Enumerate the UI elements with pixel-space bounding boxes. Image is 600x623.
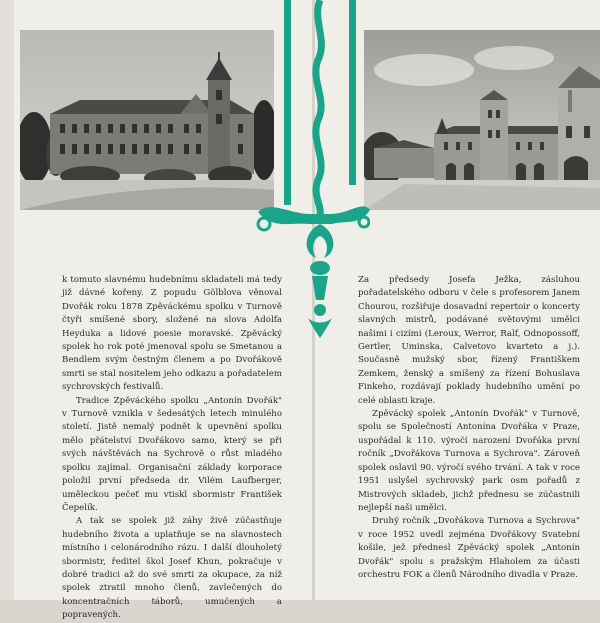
paragraph: Tradice Zpěváckého spolku „Antonín Dvořák" v Turnově vznikla v šedesátých letech minulého století. Jistě nemalý podnět k upevnění spolku mělo přátelství Dvořákovo samo, který se při svých návštěvách na Sychrově o růst mladého spolku zajímal. Organisační základy korporace položil první předseda dr. Vilém Laufberger, uměleckou pečeť mu vtiskl sbormistr František Čepelík. (62, 395, 282, 513)
paragraph: Za předsedy Josefa Ježka, zásluhou pořadatelského odboru v čele s profesorem Janem Chourou, rozšiřuje dosavadní repertoir o koncerty slavných mistrů, podávané světovými umělci našimi i cizími (Leroux, Werror, Ralf, Odnopossoff, Gertler, Uminska, Calvetovo kvarteto a j.). Současně mužský sbor, řízený Františkem Zemkem, ženský a smíšený za řízení Bohuslava Finkeho, rozdávají poklady hudebního umění po celé oblasti kraje. (358, 275, 580, 406)
paragraph: Druhý ročník „Dvořákova Turnova a Sychrova" v roce 1952 uvedl zejména Dvořákovy Svatební košile, jež přednesl Zpěvácký spolek „Antonín Dvořák" spolu s pražským Hlaholem za účasti orchestru FOK a členů Národního divadla v Praze. (358, 516, 580, 580)
castle-photo (20, 30, 274, 210)
left-text-column (62, 274, 282, 623)
courtyard-photo (364, 30, 600, 210)
paragraph: k tomuto slavnému hudebnímu skladateli má tedy již dávné kořeny. Z popudu Gölblova věnoval Dvořák roku 1878 Zpěváckému spolku v Turnově čtyři smíšené sbory, složené na slova Adolfa Heyduka a lidové poesie moravské. Zpěvácký spolek ho rok poté jmenoval spolu se Smetanou a Bendlem svým čestným členem a po Dvořákově smrti se stal nositelem jeho odkazu a pořadatelem sychrovských festivalů. (62, 275, 282, 393)
page-edge (0, 0, 14, 600)
paragraph: A tak se spolek již záhy živě zúčastňuje hudebního života a uplatňuje se na slavnostech místního i celonárodního rázu. I další dlouholetý sbormistr, ředitel škol Josef Khun, pokračuje v dobré tradici až do své smrti za okupace, za níž spolek ztratil mnoho členů, zavlečených do koncentračních táborů, umučených a popravených. (62, 516, 282, 621)
paragraph: Zpěvácký spolek „Antonín Dvořák" v Turnově, spolu se Společností Antonína Dvořáka v Praze, uspořádal k 110. výročí narození Dvořáka první ročník „Dvořákova Turnova a Sychrova". Zároveň spolek oslavil 90. výročí svého trvání. A tak v roce 1951 uslyšel sychrovský park osm pořadů z Mistrových skladeb, jichž přednesu se zúčastnili nejlepší naši umělci. (358, 409, 580, 513)
right-text-column (358, 274, 580, 582)
